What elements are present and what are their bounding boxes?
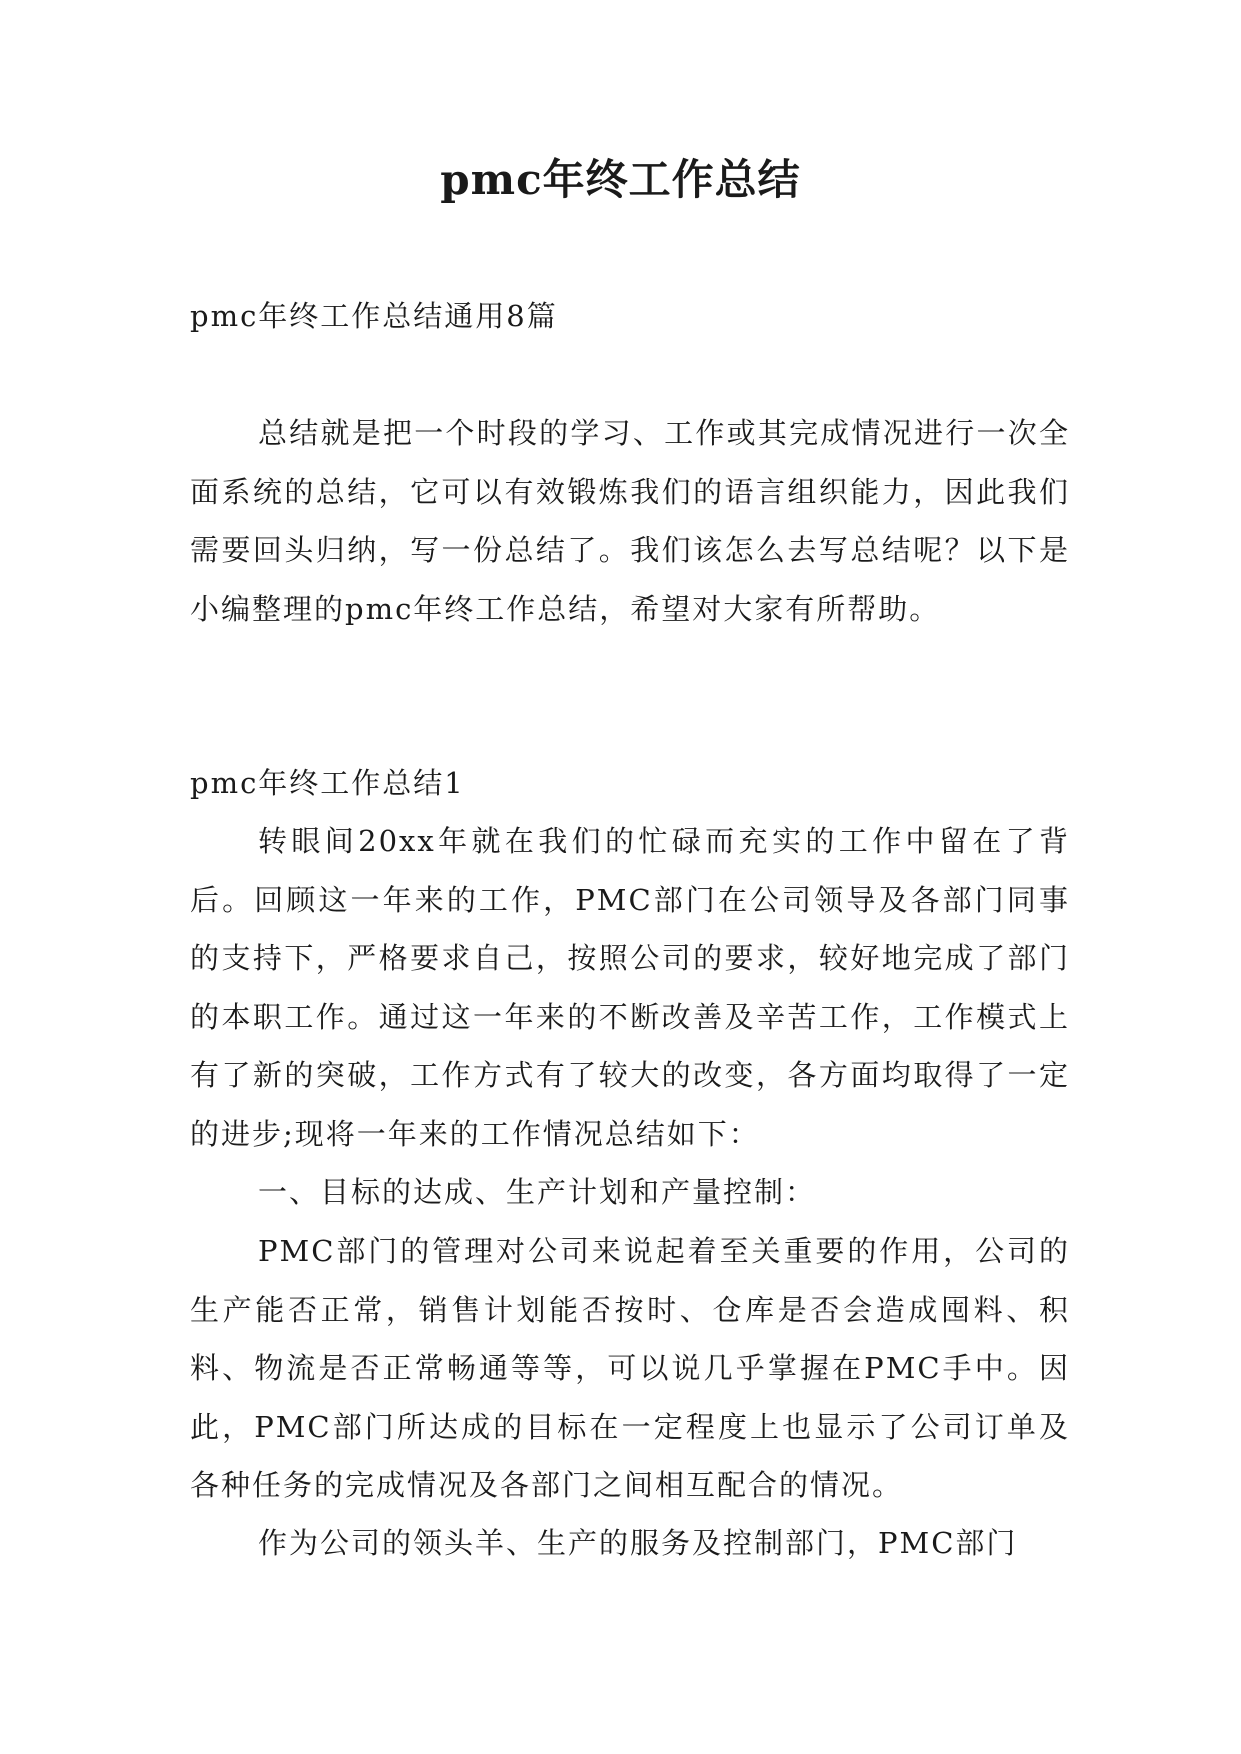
body-paragraph-1: 转眼间20xx年就在我们的忙碌而充实的工作中留在了背后。回顾这一年来的工作，PMC部门在公司领导及各部门同事的支持下，严格要求自己，按照公司的要求，较好地完成了部门的本职工作。通过这一年来的不断改善及辛苦工作，工作模式上有了新的突破，工作方式有了较大的改变，各方面均取得了一定的进步;现将一年来的工作情况总结如下：: [190, 824, 1070, 1151]
document-subtitle: pmc年终工作总结通用8篇: [190, 299, 558, 333]
body-paragraph-4: 作为公司的领头羊、生产的服务及控制部门，PMC部门: [258, 1526, 1018, 1560]
body-paragraph-2: 一、目标的达成、生产计划和产量控制：: [258, 1175, 817, 1209]
section-heading: pmc年终工作总结1: [190, 766, 465, 800]
document-title: pmc年终工作总结: [440, 155, 801, 204]
intro-paragraph: 总结就是把一个时段的学习、工作或其完成情况进行一次全面系统的总结，它可以有效锻炼我们的语言组织能力，因此我们需要回头归纳，写一份总结了。我们该怎么去写总结呢？以下是小编整理的pmc年终工作总结，希望对大家有所帮助。: [190, 416, 1070, 626]
body-paragraph-3: PMC部门的管理对公司来说起着至关重要的作用，公司的生产能否正常，销售计划能否按时、仓库是否会造成囤料、积料、物流是否正常畅通等等，可以说几乎掌握在PMC手中。因此，PMC部门所达成的目标在一定程度上也显示了公司订单及各种任务的完成情况及各部门之间相互配合的情况。: [190, 1234, 1070, 1502]
